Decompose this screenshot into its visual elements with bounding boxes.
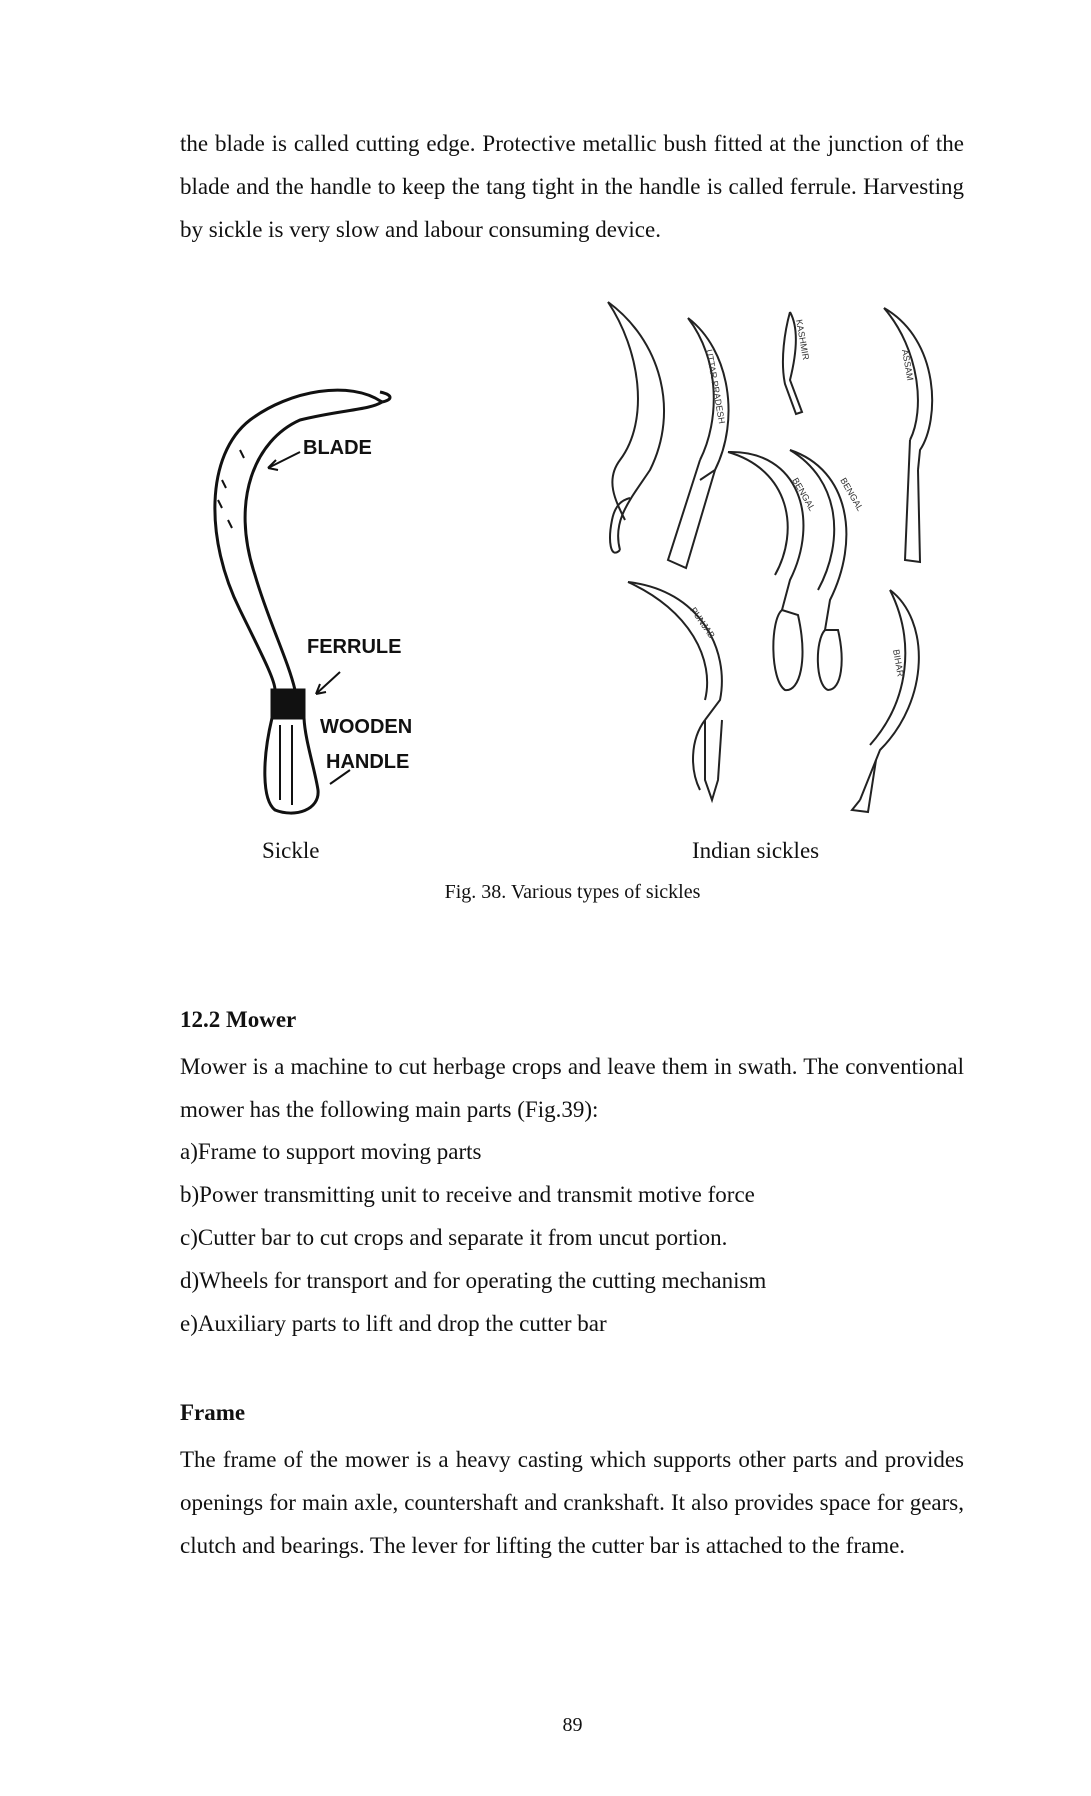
list-marker: b) [180,1182,200,1207]
mower-parts-list [180,1130,766,1345]
region-label-punjab: PUNJAB [688,605,717,641]
list-marker: a) [180,1139,198,1164]
list-item: e)Auxiliary parts to lift and drop the cutter bar [180,1311,607,1336]
list-item: a)Frame to support moving parts [180,1139,482,1164]
caption-sickle: Sickle [262,838,320,863]
list-item: b)Power transmitting unit to receive and transmit motive force [180,1182,755,1207]
list-item: c)Cutter bar to cut crops and separate it from uncut portion. [180,1225,728,1250]
frame-paragraph: The frame of the mower is a heavy casting which supports other parts and provides openings for main axle, countershaft and crankshaft. It also provides space for gears, clutch and bearings. The lever for lifting the cutter bar is attached to the frame. [180,1447,964,1558]
intro-paragraph: the blade is called cutting edge. Protective metallic bush fitted at the junction of the blade and the handle to keep the tang tight in the handle is called ferrule. Harvesting by sickle is very slow and labour consuming device. [180,131,964,242]
section-heading-frame: Frame [180,1400,246,1425]
indian-sickles-illustration [608,302,932,812]
page-number: 89 [562,1714,583,1736]
region-label-assam: ASSAM [900,348,916,382]
caption-indian-sickles: Indian sickles [692,838,820,863]
figure-caption: Fig. 38. Various types of sickles [444,881,701,903]
region-label-bengal-1: BENGAL [790,476,818,513]
label-ferrule: FERRULE [307,636,402,658]
region-label-bihar: BIHAR [891,648,906,678]
label-wooden: WOODEN [320,716,413,738]
list-marker: c) [180,1225,198,1250]
list-marker: e) [180,1311,198,1336]
region-label-kashmir: KASHMIR [794,318,812,361]
sickle-figure [0,0,1091,880]
label-handle: HANDLE [326,751,410,773]
section-heading-mower: 12.2 Mower [180,1007,297,1032]
region-label-uttar-pradesh: UTTAR PRADESH [704,348,727,425]
label-blade: BLADE [303,437,372,459]
region-label-bengal-2: BENGAL [838,476,866,513]
list-marker: d) [180,1268,200,1293]
list-item: d)Wheels for transport and for operating the cutting mechanism [180,1268,767,1293]
mower-intro-paragraph: Mower is a machine to cut herbage crops and leave them in swath. The conventional mower has the following main parts (Fig.39): [180,1054,964,1122]
